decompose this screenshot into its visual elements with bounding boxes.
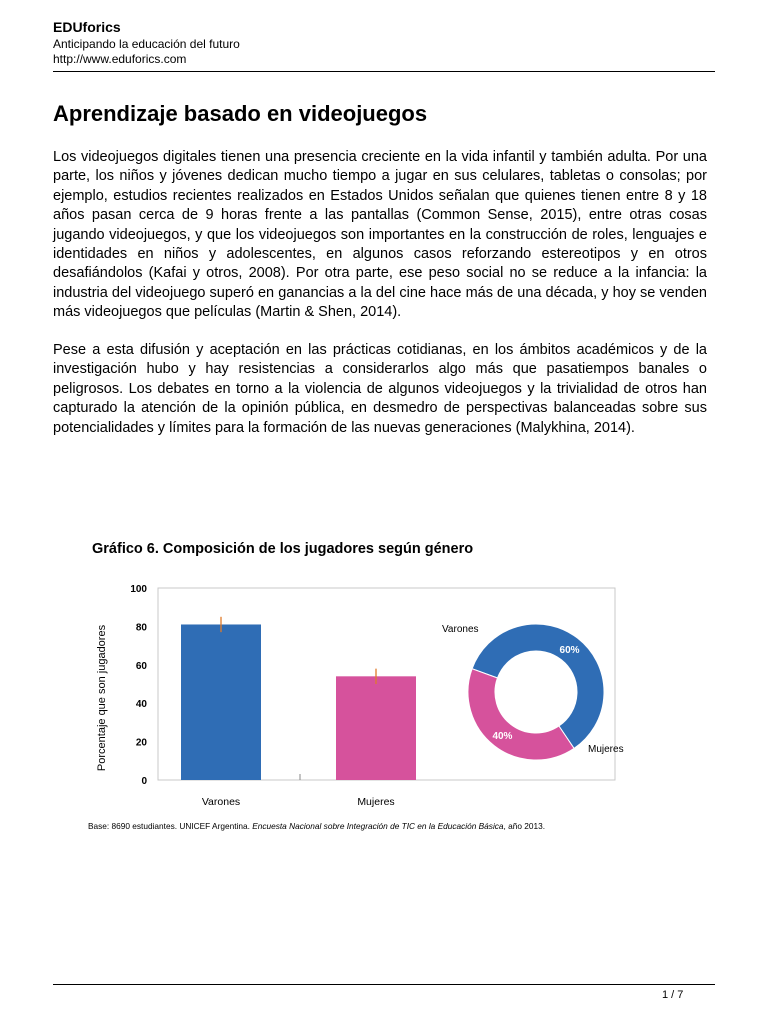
y-tick-label: 100: [130, 584, 147, 595]
header-divider: [53, 71, 715, 72]
donut-value-label: 60%: [559, 645, 580, 657]
site-tagline: Anticipando la educación del futuro: [53, 37, 240, 51]
donut-category-label: Varones: [442, 624, 479, 635]
donut-value-label: 40%: [492, 730, 513, 742]
site-url[interactable]: http://www.eduforics.com: [53, 52, 187, 66]
y-tick-label: 20: [135, 737, 147, 749]
page-title: Aprendizaje basado en videojuegos: [53, 101, 428, 126]
donut-category-label: Mujeres: [588, 744, 624, 755]
chart-source-note: [88, 821, 545, 831]
source-tail: , año 2013.: [503, 821, 546, 831]
chart-title: Gráfico 6. Composición de los jugadores según género: [92, 541, 474, 557]
y-tick-label: 60: [135, 660, 147, 672]
y-axis-label: Porcentaje que son jugadores: [96, 624, 108, 772]
y-tick-label: 0: [141, 776, 147, 787]
bar-varones: [181, 624, 261, 780]
source-survey-title: Encuesta Nacional sobre Integración de TIC en la Educación Básica: [252, 821, 504, 831]
chart-figure: [80, 530, 680, 840]
x-tick-label: Varones: [201, 796, 241, 808]
site-name: EDUforics: [53, 19, 121, 35]
article-paragraph: Los videojuegos digitales tienen una presencia creciente en la vida infantil y también adulta. Por una parte, los niños y jóvenes dedican mucho tiempo a jugar en sus celulares, tabletas o consolas; por ejemplo, estudios recientes realizados en Estados Unidos señalan que quienes tienen entre 8 y 18 años pasan cerca de 9 horas frente a las pantallas (Common Sense, 2015), entre otras cosas jugando videojuegos, y que los videojuegos son importantes en la construcción de roles, lenguajes e identidades en niños y adolescentes, en algunos casos reforzando estereotipos y en otros desafiándolos (Kafai y otros, 2008). Por otra parte, ese peso social no se reduce a la infancia: la industria del videojuego superó en ganancias a la del cine hace más de una década, y hoy se venden más videojuegos que películas (Martin & Shen, 2014).: [53, 149, 707, 321]
y-tick-label: 80: [135, 622, 147, 634]
chart-svg: [80, 530, 680, 840]
page-number: 1 / 7: [662, 989, 684, 1001]
source-prefix: Base: 8690 estudiantes. UNICEF Argentina.: [88, 821, 253, 831]
x-tick-label: Mujeres: [357, 796, 395, 808]
article-paragraph: Pese a esta difusión y aceptación en las prácticas cotidianas, en los ámbitos académicos y de la investigación hubo y hay resistencias a considerarlos algo más que pasatiempos banales o peligrosos. Los debates en torno a la violencia de algunos videojuegos y la trivialidad de otros han capturado la atención de la opinión pública, en desmedro de perspectivas balanceadas sobre sus potencialidades y límites para la formación de las nuevas generaciones (Malykhina, 2014).: [53, 342, 707, 436]
footer-divider: [53, 984, 715, 985]
y-tick-label: 40: [135, 699, 147, 711]
donut-slice-mujeres: [468, 669, 574, 760]
bar-mujeres: [336, 676, 416, 780]
